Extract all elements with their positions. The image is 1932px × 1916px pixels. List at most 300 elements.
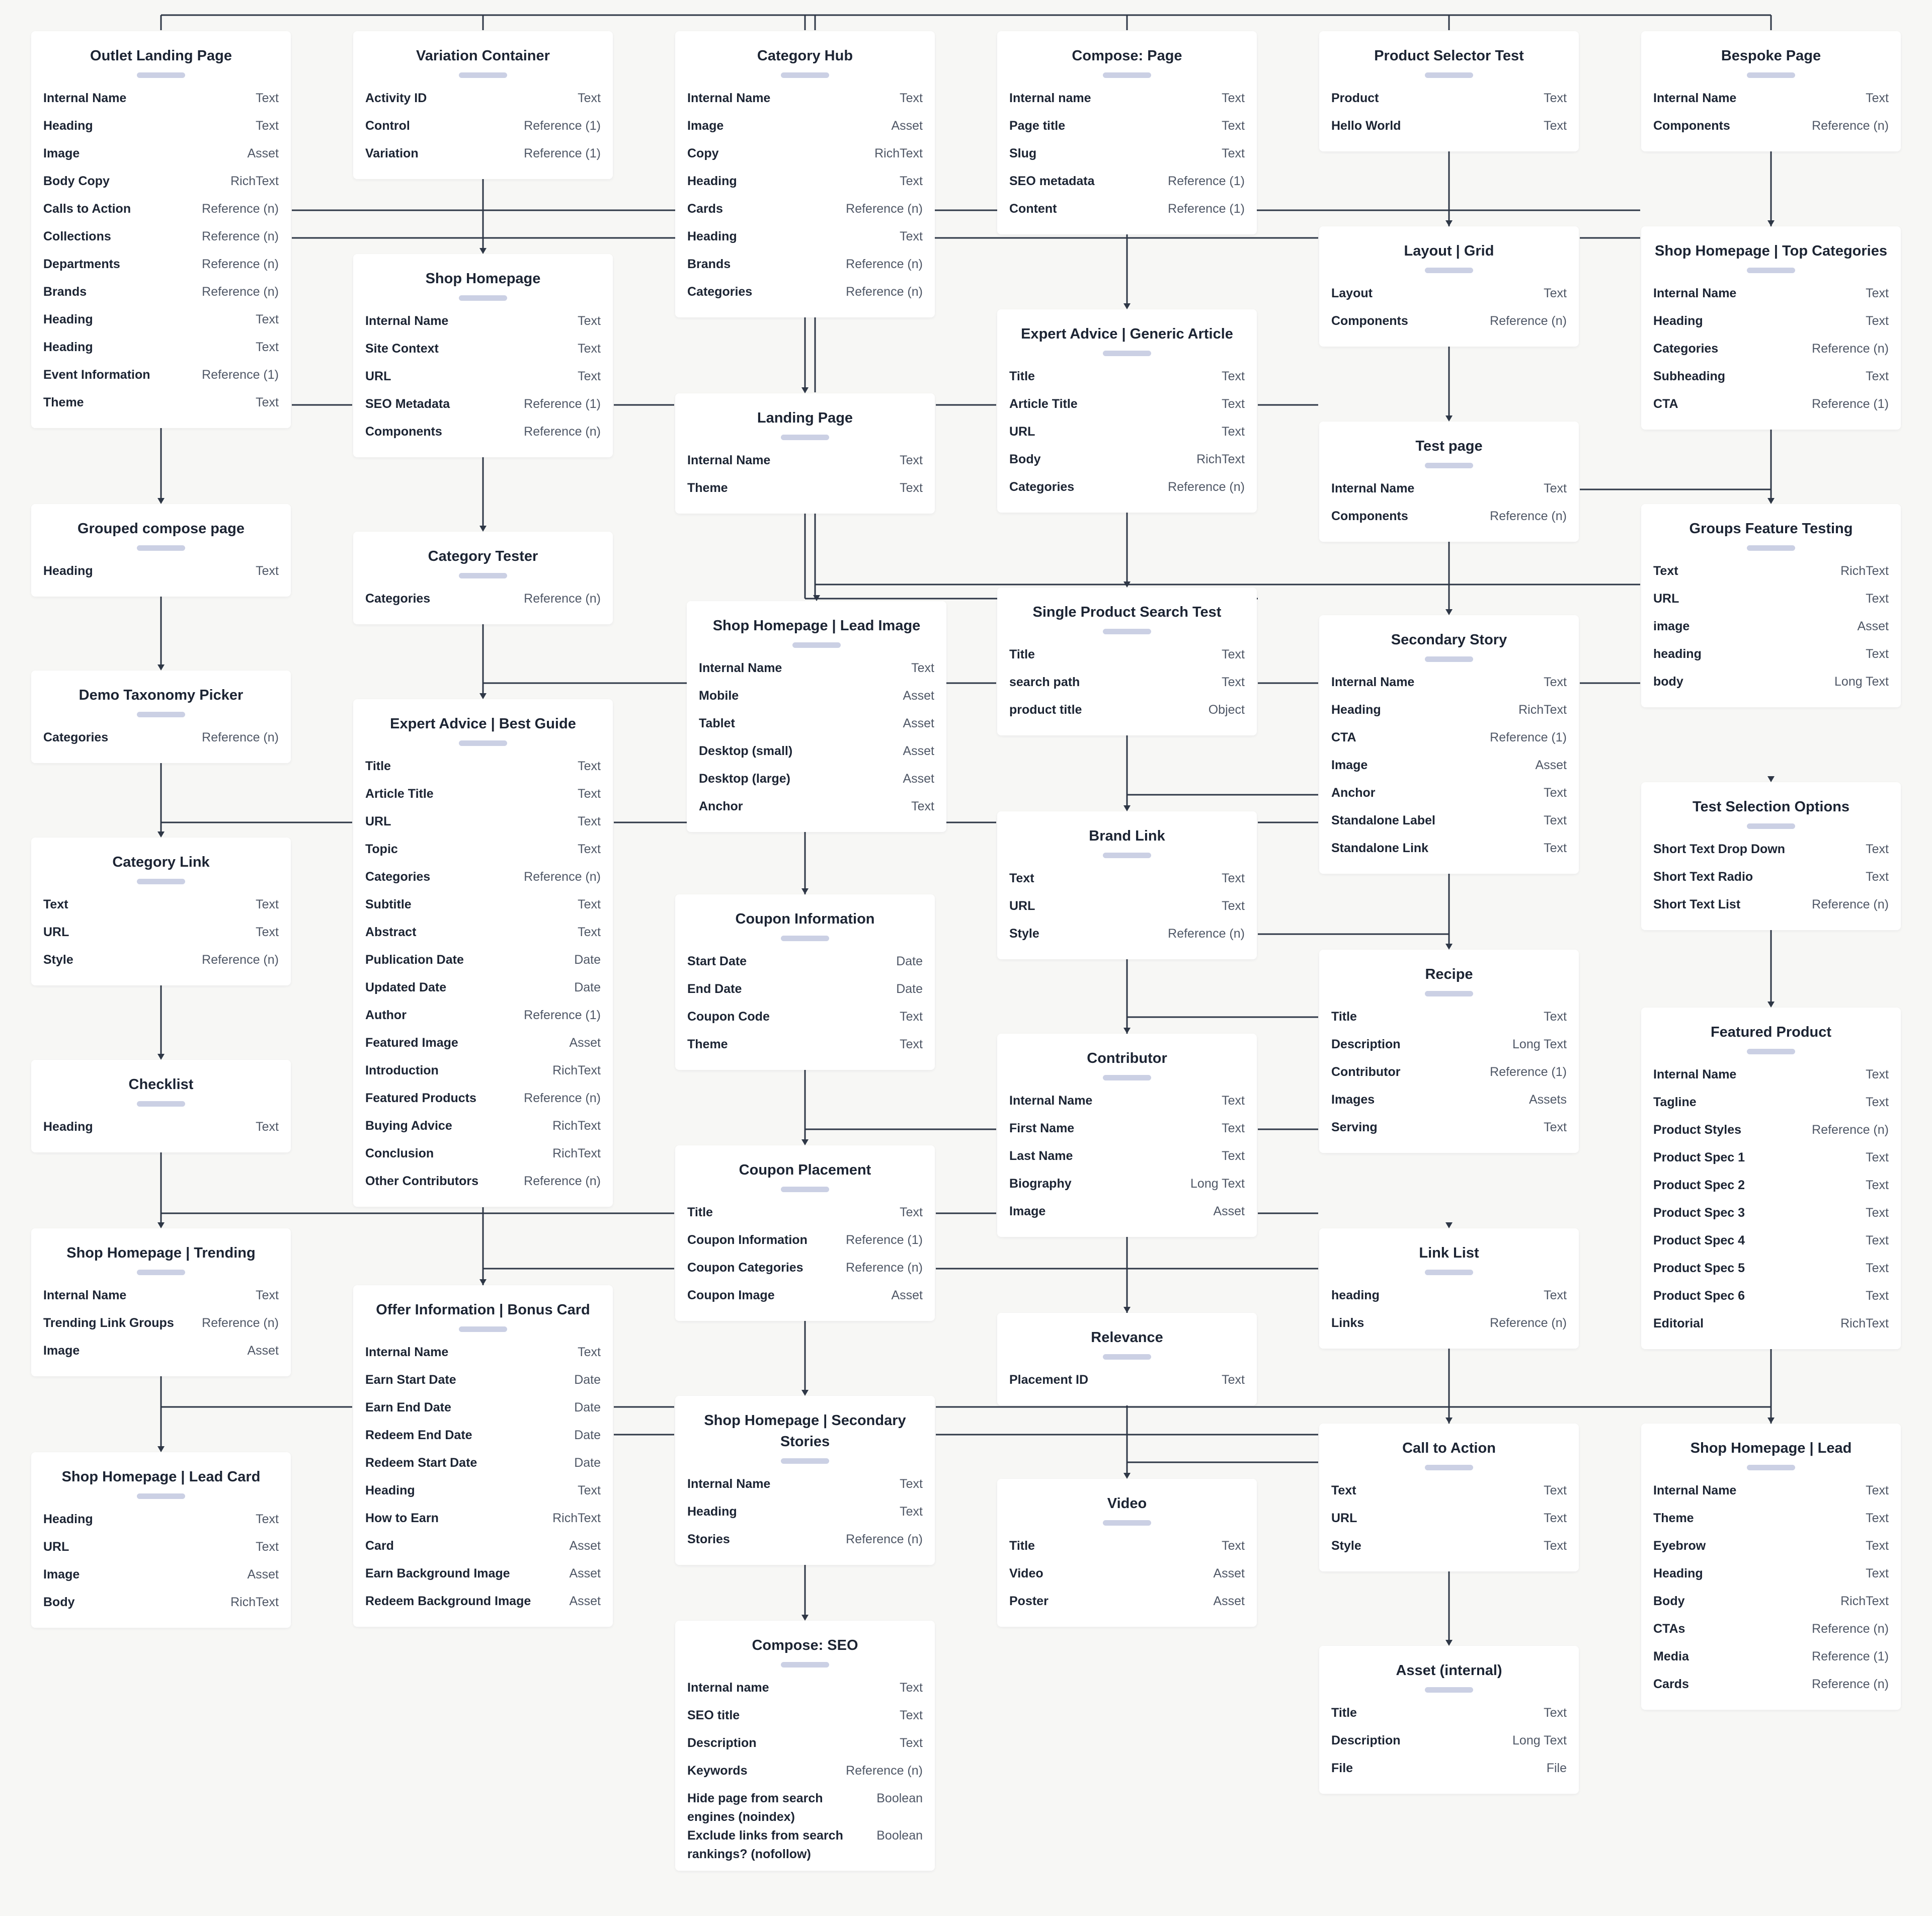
drag-handle[interactable] (781, 1187, 829, 1192)
field-name: body (1653, 675, 1683, 689)
field-row (687, 1203, 923, 1231)
field-type: Reference (n) (202, 730, 279, 744)
field-name: Heading (43, 1120, 93, 1134)
field-name: Introduction (365, 1063, 439, 1077)
drag-handle[interactable] (137, 545, 185, 551)
field-name: Other Contributors (365, 1174, 478, 1188)
arrowhead (1445, 415, 1453, 422)
field-row (1653, 1231, 1889, 1259)
field-name: Product Spec 3 (1653, 1206, 1745, 1220)
field-type: Reference (1) (524, 397, 601, 411)
field-row (365, 1144, 601, 1172)
drag-handle[interactable] (1425, 72, 1473, 78)
arrowhead (1767, 1002, 1775, 1008)
field-row (43, 227, 279, 255)
drag-handle[interactable] (137, 879, 185, 884)
field-type: Text (1544, 1010, 1567, 1024)
card-title: Expert Advice | Best Guide (390, 716, 576, 732)
field-name: CTA (1331, 730, 1356, 744)
card-title: Category Link (112, 854, 210, 870)
field-row (365, 868, 601, 895)
entity-card-link-list[interactable] (1319, 1228, 1579, 1349)
entity-card-asset-internal[interactable] (1319, 1646, 1579, 1794)
field-type: Text (1222, 675, 1245, 689)
drag-handle[interactable] (1747, 1049, 1795, 1054)
arrowhead (1767, 498, 1775, 504)
field-row (43, 1314, 279, 1342)
field-type: Text (578, 369, 601, 383)
field-name: Heading (1653, 314, 1703, 328)
field-type: Reference (n) (846, 1532, 923, 1546)
field-row (1009, 1537, 1245, 1564)
drag-handle[interactable] (1103, 629, 1151, 634)
drag-handle[interactable] (1747, 268, 1795, 273)
field-type: Text (1866, 842, 1889, 856)
drag-handle[interactable] (137, 712, 185, 717)
entity-card-shop-homepage-lead-image[interactable] (687, 601, 946, 832)
field-type: RichText (552, 1511, 601, 1525)
field-type: Text (1544, 1120, 1567, 1134)
field-row (1653, 617, 1889, 645)
field-row (687, 952, 923, 980)
field-row (1653, 840, 1889, 868)
field-name: search path (1009, 675, 1080, 689)
drag-handle[interactable] (781, 936, 829, 941)
field-row (1653, 367, 1889, 395)
field-type: Text (256, 925, 279, 939)
field-type: Asset (903, 689, 934, 703)
field-type: Text (1866, 1261, 1889, 1275)
field-name: Start Date (687, 954, 747, 968)
field-name: Heading (43, 1512, 93, 1526)
field-row (1653, 284, 1889, 312)
arrowhead (1123, 303, 1131, 309)
field-row (687, 1286, 923, 1314)
field-row (1009, 367, 1245, 395)
drag-handle[interactable] (459, 295, 507, 301)
field-row (1653, 895, 1889, 923)
field-type: RichText (1840, 1316, 1889, 1330)
field-type: Long Text (1512, 1733, 1567, 1747)
entity-card-relevance[interactable] (997, 1313, 1257, 1405)
field-row (1009, 117, 1245, 144)
field-name: Last Name (1009, 1149, 1073, 1163)
field-type: Text (1222, 647, 1245, 661)
field-row (1653, 117, 1889, 144)
card-title: Landing Page (757, 410, 853, 426)
field-name: Article Title (1009, 397, 1078, 411)
field-row (687, 1503, 923, 1530)
field-row (43, 1510, 279, 1538)
field-name: Site Context (365, 342, 439, 356)
field-type: Text (1866, 286, 1889, 300)
entity-card-brand-link[interactable] (997, 811, 1257, 959)
drag-handle[interactable] (1103, 72, 1151, 78)
field-type: Text (1866, 369, 1889, 383)
drag-handle[interactable] (459, 573, 507, 578)
entity-card-coupon-information[interactable] (675, 894, 935, 1070)
field-row (365, 951, 601, 978)
field-name: Text (1331, 1483, 1356, 1497)
field-type: Text (578, 842, 601, 856)
card-title: Coupon Information (735, 911, 875, 927)
drag-handle[interactable] (137, 1270, 185, 1275)
field-name: Heading (43, 312, 93, 326)
field-type: Text (256, 91, 279, 105)
field-row (365, 117, 601, 144)
field-type: Reference (1) (524, 119, 601, 133)
field-type: Asset (903, 772, 934, 786)
entity-card-expert-advice-best-guide[interactable] (353, 699, 613, 1207)
drag-handle[interactable] (1747, 72, 1795, 78)
field-name: Tablet (699, 716, 735, 730)
field-name: Heading (43, 119, 93, 133)
field-name: Coupon Code (687, 1010, 770, 1024)
field-name: Serving (1331, 1120, 1378, 1134)
field-name: Updated Date (365, 980, 447, 994)
drag-handle[interactable] (1103, 853, 1151, 858)
arrowhead (479, 693, 487, 699)
field-type: Asset (1213, 1204, 1245, 1218)
entity-card-bespoke-page[interactable] (1641, 31, 1901, 151)
field-row (43, 951, 279, 978)
field-type: Reference (1) (1168, 174, 1245, 188)
drag-handle[interactable] (1103, 1520, 1151, 1526)
field-type: Text (1544, 1511, 1567, 1525)
field-row (1653, 395, 1889, 423)
field-row (365, 1426, 601, 1454)
field-name: Title (1331, 1010, 1357, 1024)
entity-card-test-page[interactable] (1319, 422, 1579, 542)
field-name: Internal Name (1331, 675, 1415, 689)
arrowhead (801, 387, 809, 393)
field-name: Mobile (699, 689, 739, 703)
field-type: Text (1544, 813, 1567, 827)
drag-handle[interactable] (137, 1101, 185, 1107)
drag-handle[interactable] (1425, 463, 1473, 468)
field-row (1331, 784, 1567, 811)
entity-card-product-selector-test[interactable] (1319, 31, 1579, 151)
drag-handle[interactable] (1103, 1075, 1151, 1080)
field-row (1653, 590, 1889, 617)
field-name: Image (1331, 758, 1368, 772)
field-name: Activity ID (365, 91, 427, 105)
arrowhead (157, 1446, 165, 1452)
field-row (687, 1789, 923, 1826)
field-row (1653, 1537, 1889, 1564)
field-name: Internal Name (1653, 1483, 1737, 1497)
field-row (699, 687, 934, 714)
card-title: Expert Advice | Generic Article (1021, 326, 1233, 342)
field-name: Short Text Drop Down (1653, 842, 1786, 856)
field-type: Long Text (1512, 1037, 1567, 1051)
field-type: RichText (552, 1119, 601, 1133)
arrowhead (479, 1279, 487, 1285)
field-row (1331, 1509, 1567, 1537)
field-row (687, 1231, 923, 1259)
field-type: Asset (891, 1288, 923, 1302)
entity-card-variation-container[interactable] (353, 31, 613, 179)
drag-handle[interactable] (792, 642, 841, 648)
drag-handle[interactable] (1103, 1354, 1151, 1360)
field-type: Reference (1) (1812, 397, 1889, 411)
field-name: Heading (687, 174, 737, 188)
drag-handle[interactable] (1425, 1270, 1473, 1275)
field-row (687, 1035, 923, 1063)
field-type: Asset (903, 744, 934, 758)
field-name: First Name (1009, 1121, 1075, 1135)
field-row (365, 395, 601, 423)
drag-handle[interactable] (1425, 268, 1473, 273)
field-row (1653, 312, 1889, 340)
field-type: RichText (1518, 703, 1567, 717)
field-type: Asset (569, 1566, 601, 1580)
field-row (365, 895, 601, 923)
field-name: URL (43, 925, 69, 939)
field-type: Reference (n) (846, 202, 923, 216)
entity-card-layout-grid[interactable] (1319, 226, 1579, 347)
arrowhead (1767, 776, 1775, 782)
field-name: Coupon Image (687, 1288, 775, 1302)
arrowhead (1445, 609, 1453, 615)
card-title: Brand Link (1089, 828, 1165, 844)
field-name: Redeem End Date (365, 1428, 472, 1442)
field-type: Text (578, 91, 601, 105)
field-name: Contributor (1331, 1065, 1401, 1079)
drag-handle[interactable] (1425, 656, 1473, 662)
entity-card-landing-page[interactable] (675, 393, 935, 514)
card-title: Shop Homepage | Top Categories (1655, 243, 1887, 259)
drag-handle[interactable] (1425, 991, 1473, 996)
field-row (687, 227, 923, 255)
entity-card-shop-homepage-secondary-stories[interactable] (675, 1396, 935, 1565)
field-type: Text (256, 340, 279, 354)
arrowhead (1445, 1640, 1453, 1646)
field-name: Components (1331, 509, 1408, 523)
drag-handle[interactable] (1747, 823, 1795, 829)
entity-card-outlet-landing-page[interactable] (31, 31, 291, 428)
field-row (365, 1537, 601, 1564)
entity-card-shop-homepage-lead-card[interactable] (31, 1452, 291, 1628)
field-name: Categories (1653, 342, 1719, 356)
drag-handle[interactable] (1747, 545, 1795, 551)
field-type: Text (911, 799, 934, 813)
field-name: Desktop (large) (699, 772, 790, 786)
field-row (365, 812, 601, 840)
entity-card-shop-homepage-top-categories[interactable] (1641, 226, 1901, 430)
entity-card-category-tester[interactable] (353, 532, 613, 624)
field-row (687, 1475, 923, 1503)
field-type: RichText (552, 1146, 601, 1160)
card-title: Checklist (128, 1076, 194, 1093)
drag-handle[interactable] (781, 435, 829, 440)
field-type: Text (1866, 1233, 1889, 1247)
field-row (1653, 1204, 1889, 1231)
field-type: Object (1208, 703, 1245, 717)
drag-handle[interactable] (1425, 1465, 1473, 1470)
arrowhead (157, 1222, 165, 1228)
field-name: Internal Name (699, 661, 782, 675)
field-type: Reference (n) (1812, 897, 1889, 911)
field-type: Text (578, 1483, 601, 1497)
entity-card-contributor[interactable] (997, 1034, 1257, 1237)
card-title: Recipe (1425, 966, 1473, 982)
drag-handle[interactable] (137, 72, 185, 78)
entity-card-category-link[interactable] (31, 838, 291, 985)
field-type: Text (1544, 786, 1567, 800)
field-name: CTA (1653, 397, 1678, 411)
field-name: Heading (365, 1483, 415, 1497)
field-type: Reference (1) (524, 1008, 601, 1022)
field-row (365, 367, 601, 395)
drag-handle[interactable] (459, 72, 507, 78)
field-type: Date (574, 980, 601, 994)
field-row (365, 1398, 601, 1426)
field-name: Product Spec 4 (1653, 1233, 1745, 1247)
card-title: Category Tester (428, 548, 538, 564)
entity-card-single-product-search-test[interactable] (997, 588, 1257, 735)
entity-card-offer-information-bonus-card[interactable] (353, 1285, 613, 1627)
entity-card-groups-feature-testing[interactable] (1641, 504, 1901, 707)
field-row (1009, 1119, 1245, 1147)
entity-card-secondary-story[interactable] (1319, 615, 1579, 874)
field-type: Text (900, 91, 923, 105)
field-name: Title (365, 759, 391, 773)
drag-handle[interactable] (781, 1458, 829, 1464)
field-row (1009, 478, 1245, 506)
field-name: Internal Name (687, 1477, 771, 1491)
drag-handle[interactable] (459, 740, 507, 746)
field-name: Title (1009, 369, 1035, 383)
field-type: Asset (569, 1594, 601, 1608)
field-type: Asset (247, 1344, 279, 1358)
field-type: Text (1866, 1206, 1889, 1220)
field-type: Asset (891, 119, 923, 133)
entity-card-demo-taxonomy-picker[interactable] (31, 671, 291, 763)
card-title: Shop Homepage | Secondary Stories (704, 1412, 906, 1450)
field-row (1009, 1592, 1245, 1620)
field-type: Long Text (1834, 675, 1889, 689)
field-name: Calls to Action (43, 202, 131, 216)
entity-card-checklist[interactable] (31, 1060, 291, 1152)
entity-card-test-selection-options[interactable] (1641, 782, 1901, 930)
field-name: End Date (687, 982, 742, 996)
field-name: URL (43, 1540, 69, 1554)
field-name: Redeem Start Date (365, 1456, 477, 1470)
field-row (1009, 645, 1245, 673)
field-row (43, 117, 279, 144)
field-type: Reference (1) (202, 368, 279, 382)
field-row (43, 366, 279, 393)
field-name: Heading (43, 564, 93, 578)
field-name: Video (1009, 1566, 1043, 1580)
drag-handle[interactable] (1747, 1465, 1795, 1470)
field-type: Reference (n) (1812, 342, 1889, 356)
field-row (43, 923, 279, 951)
field-name: URL (1653, 592, 1679, 606)
field-type: Reference (n) (846, 1764, 923, 1778)
field-type: Text (1222, 899, 1245, 913)
entity-card-category-hub[interactable] (675, 31, 935, 317)
field-type: Text (1866, 592, 1889, 606)
drag-handle[interactable] (1425, 1687, 1473, 1693)
drag-handle[interactable] (1103, 351, 1151, 356)
entity-card-compose-seo[interactable] (675, 1621, 935, 1871)
field-type: Text (1544, 91, 1567, 105)
field-row (365, 1564, 601, 1592)
field-row (365, 923, 601, 951)
entity-card-coupon-placement[interactable] (675, 1145, 935, 1321)
field-row (1653, 1509, 1889, 1537)
field-type: Reference (1) (1168, 202, 1245, 216)
field-type: Date (896, 982, 923, 996)
entity-card-shop-homepage-lead[interactable] (1641, 1424, 1901, 1710)
field-name: heading (1331, 1288, 1380, 1302)
field-row (1331, 1286, 1567, 1314)
entity-card-grouped-compose-page[interactable] (31, 504, 291, 597)
field-name: Hello World (1331, 119, 1401, 133)
field-row (365, 590, 601, 617)
drag-handle[interactable] (459, 1326, 507, 1332)
drag-handle[interactable] (781, 1662, 829, 1668)
entity-card-shop-homepage-trending[interactable] (31, 1228, 291, 1376)
field-row (687, 1259, 923, 1286)
field-name: Anchor (1331, 786, 1376, 800)
field-row (1009, 897, 1245, 925)
field-type: Text (256, 564, 279, 578)
field-type: Reference (n) (202, 285, 279, 299)
field-type: Text (1866, 1095, 1889, 1109)
field-row (43, 338, 279, 366)
field-row (43, 1593, 279, 1621)
field-type: Text (578, 897, 601, 911)
entity-card-recipe[interactable] (1319, 950, 1579, 1153)
field-name: Heading (687, 1505, 737, 1519)
entity-card-compose-page[interactable] (997, 31, 1257, 234)
field-name: Earn End Date (365, 1400, 451, 1414)
entity-card-video[interactable] (997, 1479, 1257, 1627)
field-name: Hide page from search engines (noindex) (687, 1791, 823, 1824)
field-type: Text (900, 1477, 923, 1491)
field-type: Text (256, 1120, 279, 1134)
card-title: Grouped compose page (77, 521, 245, 537)
arrowhead (157, 664, 165, 671)
field-row (43, 728, 279, 756)
entity-card-expert-advice-generic-article[interactable] (997, 309, 1257, 513)
entity-card-call-to-action[interactable] (1319, 1424, 1579, 1571)
field-type: Text (256, 897, 279, 911)
field-row (1653, 1287, 1889, 1314)
field-row (1653, 562, 1889, 590)
field-row (1331, 1063, 1567, 1091)
field-type: Text (256, 1540, 279, 1554)
entity-card-shop-homepage[interactable] (353, 254, 613, 457)
field-name: Topic (365, 842, 398, 856)
field-row (1653, 1065, 1889, 1093)
card-title: Test page (1415, 438, 1483, 454)
field-type: Date (574, 1428, 601, 1442)
entity-card-featured-product[interactable] (1641, 1008, 1901, 1349)
drag-handle[interactable] (137, 1493, 185, 1499)
card-title: Variation Container (416, 48, 550, 64)
field-type: Reference (n) (846, 1261, 923, 1275)
drag-handle[interactable] (781, 72, 829, 78)
field-type: Text (1544, 1288, 1567, 1302)
field-name: Standalone Label (1331, 813, 1435, 827)
field-type: Text (256, 395, 279, 409)
field-row (43, 144, 279, 172)
field-row (365, 840, 601, 868)
